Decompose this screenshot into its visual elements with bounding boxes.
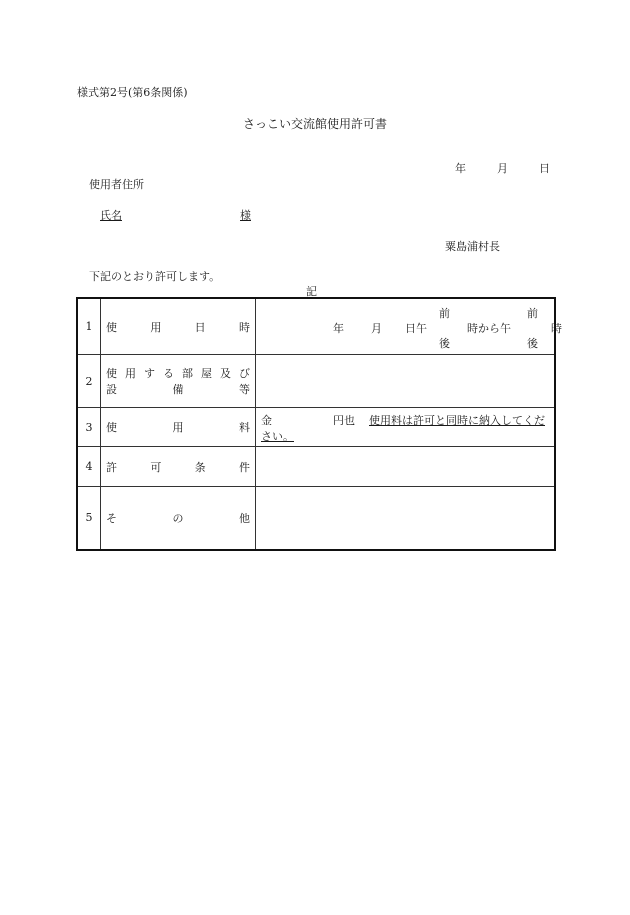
table-row [77, 447, 555, 487]
row-number: 4 [77, 447, 101, 487]
row-number: 1 [77, 298, 101, 355]
row-number: 3 [77, 408, 101, 447]
date-month: 月 [497, 162, 508, 175]
issuer: 粟島浦村長 [445, 240, 500, 253]
table-row [77, 408, 555, 447]
ki-mark: 記 [306, 285, 317, 298]
permit-conditions-value [256, 447, 556, 487]
document-title: さっこい交流館使用許可書 [243, 117, 388, 131]
label-other: そ の 他 [101, 487, 256, 550]
date-year: 年 [455, 162, 466, 175]
label-room-equipment: 使 用 す る 部 屋 及 び 設 備 等 [101, 355, 256, 408]
table-row [77, 298, 555, 355]
applicant-name-label: 氏名 [100, 209, 122, 222]
usage-datetime-value: 年 月 日午 前 後 時から午 前 後 時 [256, 298, 556, 355]
table-row [77, 355, 555, 408]
label-usage-fee: 使 用 料 [101, 408, 256, 447]
applicant-address-label: 使用者住所 [89, 178, 144, 191]
label-permit-conditions: 許 可 条 件 [101, 447, 256, 487]
usage-fee-value: 金 円也 使用料は許可と同時に納入してくだ さい。 [256, 408, 556, 447]
row-number: 5 [77, 487, 101, 550]
label-usage-datetime: 使 用 日 時 [101, 298, 256, 355]
permit-table [76, 297, 562, 551]
applicant-honorific: 様 [240, 209, 251, 222]
date-line [455, 160, 550, 176]
row-number: 2 [77, 355, 101, 408]
date-day: 日 [539, 162, 550, 175]
room-equipment-value [256, 355, 556, 408]
other-value [256, 487, 556, 550]
intro-text: 下記のとおり許可します。 [89, 270, 221, 283]
table-row [77, 487, 555, 550]
applicant-name-line [100, 207, 251, 223]
fee-note: 使用料は許可と同時に納入してくだ [369, 414, 545, 427]
form-code: 様式第2号(第6条関係) [77, 86, 188, 99]
